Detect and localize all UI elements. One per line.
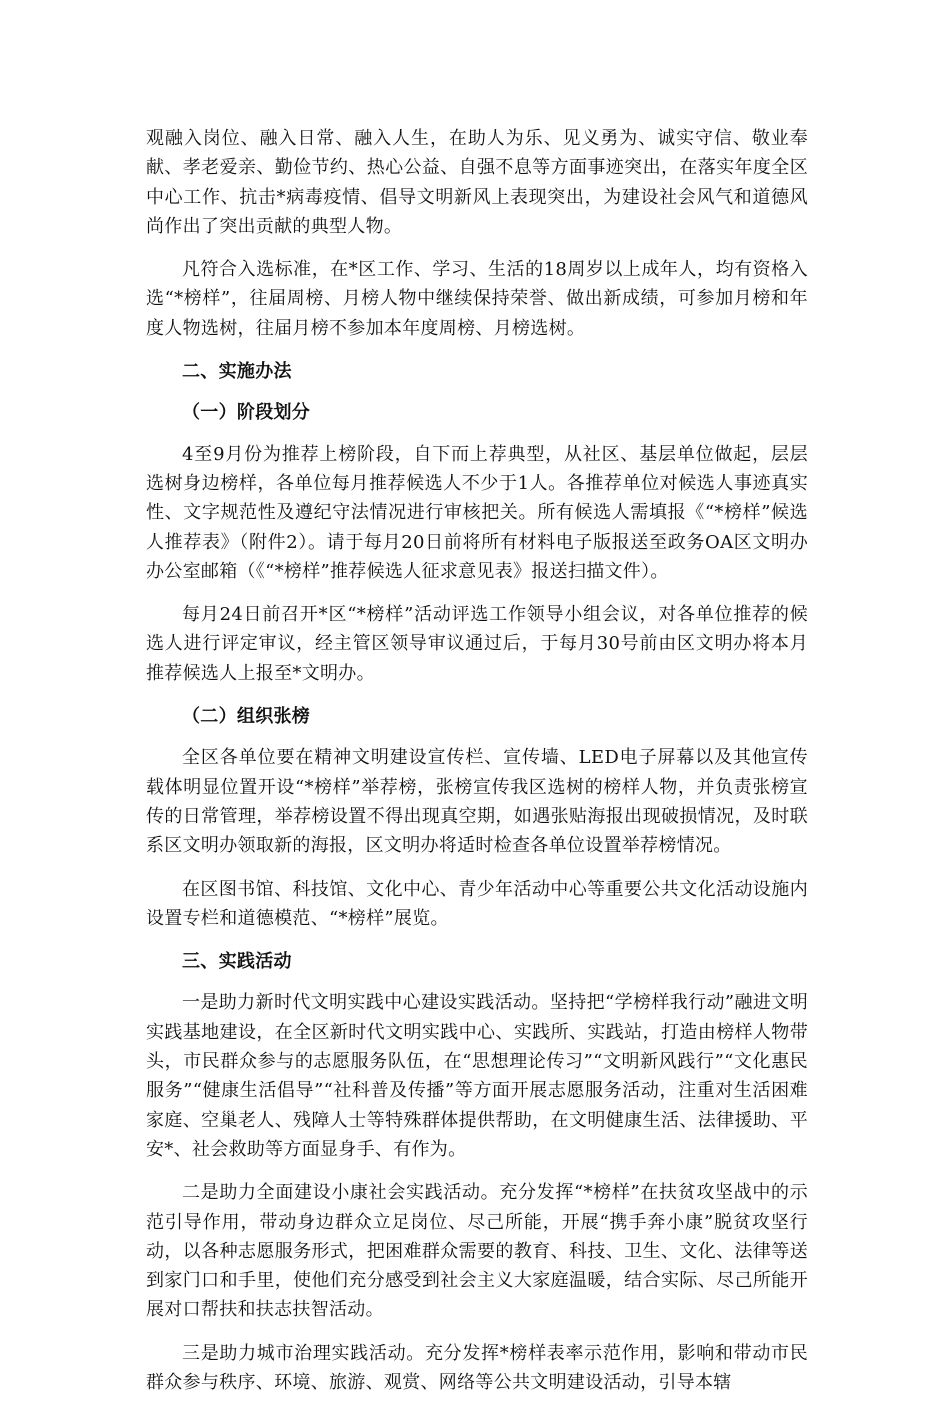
paragraph-selection-criteria-continued: 观融入岗位、融入日常、融入人生，在助人为乐、见义勇为、诚实守信、敬业奉献、孝老爱亲、勤俭节约、热心公益、自强不息等方面事迹突出，在落实年度全区中心工作、抗击*病毒疫情、倡导文明新风上表现突出，为建设社会风气和道德风尚作出了突出贡献的典型人物。 (146, 128, 808, 237)
paragraph-recommendation-stage: 4至9月份为推荐上榜阶段，自下而上荐典型，从社区、基层单位做起，层层选树身边榜样，各单位每月推荐候选人不少于1人。各推荐单位对候选人事迹真实性、文字规范性及遵纪守法情况进行审核把关。所有候选人需填报《“*榜样”候选人推荐表》（附件2）。请于每月20日前将所有材料电子版报送至政务OA区文明办办公室邮箱（《“*榜样”推荐候选人征求意见表》报送扫描文件）。 (146, 443, 808, 582)
paragraph-activity-three: 三是助力城市治理实践活动。充分发挥*榜样表率示范作用，影响和带动市民群众参与秩序、环境、旅游、观赏、网络等公共文明建设活动，引导本辖 (146, 1342, 808, 1393)
paragraph-exhibitions: 在区图书馆、科技馆、文化中心、青少年活动中心等重要公共文化活动设施内设置专栏和道德模范、“*榜样”展览。 (146, 878, 808, 929)
document-body (146, 124, 808, 1411)
paragraph-activity-two: 二是助力全面建设小康社会实践活动。充分发挥“*榜样”在扶贫攻坚战中的示范引导作用，带动身边群众立足岗位、尽己所能，开展“携手奔小康”脱贫攻坚行动，以各种志愿服务形式，把困难群众需要的教育、科技、卫生、文化、法律等送到家门口和手里，使他们充分感受到社会主义大家庭温暖，结合实际、尽己所能开展对口帮扶和扶志扶智活动。 (146, 1182, 808, 1321)
paragraph-eligibility: 凡符合入选标准，在*区工作、学习、生活的18周岁以上成年人，均有资格入选“*榜样”，往届周榜、月榜人物中继续保持荣誉、做出新成绩，可参加月榜和年度人物选树，往届月榜不参加本年度周榜、月榜选树。 (146, 259, 808, 339)
subheading-stage-division: （一）阶段划分 (182, 402, 311, 424)
subheading-organize-posting: （二）组织张榜 (182, 706, 311, 728)
heading-implementation-methods: 二、实施办法 (182, 361, 292, 383)
paragraph-posting-boards: 全区各单位要在精神文明建设宣传栏、宣传墙、LED电子屏幕以及其他宣传载体明显位置开设“*榜样”举荐榜，张榜宣传我区选树的榜样人物，并负责张榜宣传的日常管理，举荐榜设置不得出现真空期，如遇张贴海报出现破损情况，及时联系区文明办领取新的海报，区文明办将适时检查各单位设置举荐榜情况。 (146, 747, 808, 857)
paragraph-review-meeting: 每月24日前召开*区“*榜样”活动评选工作领导小组会议，对各单位推荐的候选人进行评定审议，经主管区领导审议通过后，于每月30号前由区文明办将本月推荐候选人上报至*文明办。 (146, 604, 808, 684)
paragraph-activity-one: 一是助力新时代文明实践中心建设实践活动。坚持把“学榜样我行动”融进文明实践基地建设，在全区新时代文明实践中心、实践所、实践站，打造由榜样人物带头，市民群众参与的志愿服务队伍，在“思想理论传习”“文明新风践行”“文化惠民服务”“健康生活倡导”“社科普及传播”等方面开展志愿服务活动，注重对生活困难家庭、空巢老人、残障人士等特殊群体提供帮助，在文明健康生活、法律援助、平安*、社会救助等方面显身手、有作为。 (146, 992, 808, 1160)
heading-practice-activities: 三、实践活动 (182, 951, 292, 973)
